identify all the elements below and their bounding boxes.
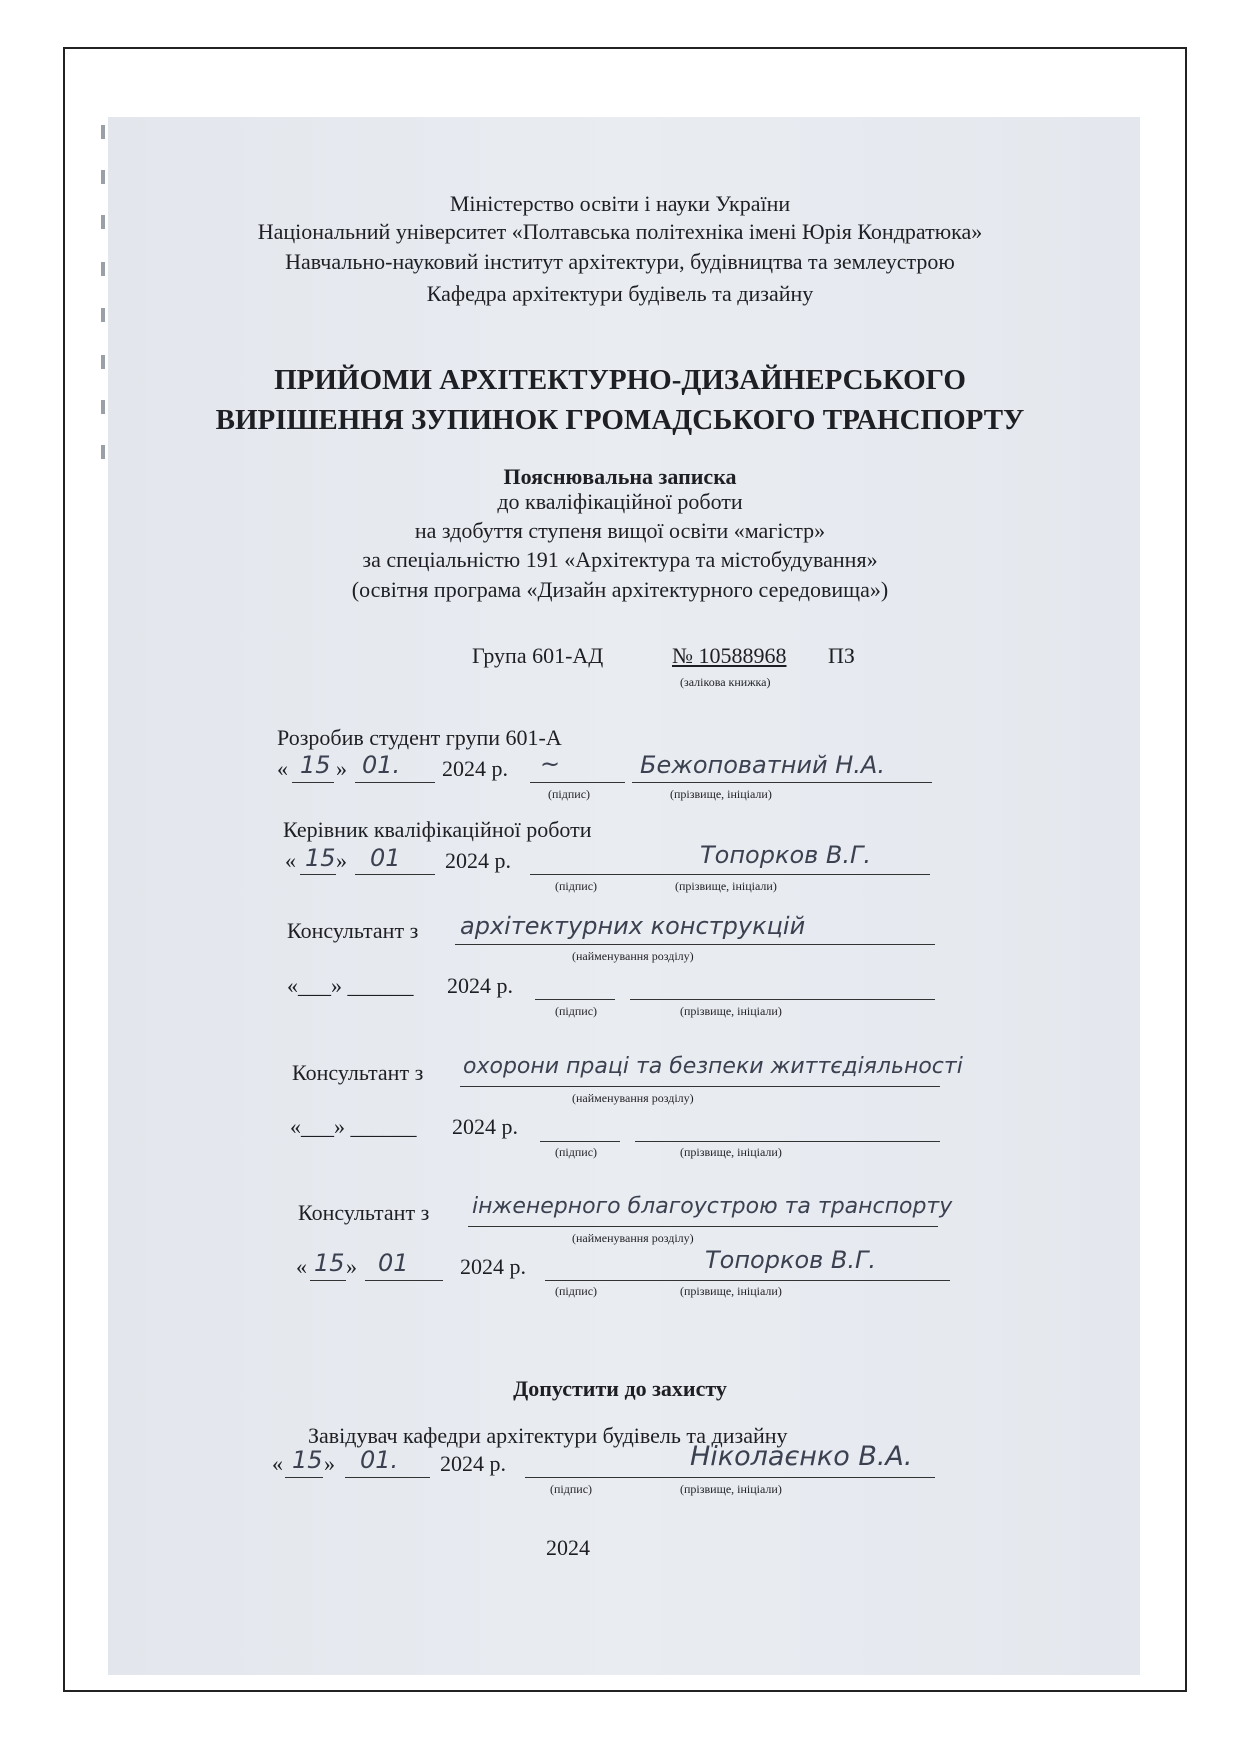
open-quote: « bbox=[277, 756, 288, 781]
signature-caption: (підпис) bbox=[555, 879, 598, 893]
supervisor-year: 2024 р. bbox=[445, 848, 511, 873]
name-caption: (прізвище, ініціали) bbox=[680, 1284, 782, 1298]
section-line bbox=[455, 944, 935, 945]
consultant-section: архітектурних конструкцій bbox=[460, 912, 806, 940]
record-book-number: № 10588968 bbox=[672, 643, 787, 668]
name-line bbox=[630, 999, 935, 1000]
section-caption: (найменування розділу) bbox=[572, 1091, 694, 1105]
ministry: Міністерство освіти і науки України bbox=[449, 191, 791, 216]
name-caption: (прізвище, ініціали) bbox=[680, 1145, 782, 1159]
subtitle-line-1: до кваліфікаційної роботи bbox=[497, 489, 743, 514]
signature-caption: (підпис) bbox=[555, 1004, 598, 1018]
section-line bbox=[468, 1226, 938, 1227]
student-name: Бежоповатний Н.А. bbox=[640, 751, 885, 779]
signature-caption: (підпис) bbox=[548, 787, 591, 801]
binder-hole bbox=[101, 125, 105, 139]
consultant-day: 15 bbox=[314, 1249, 345, 1277]
record-book-caption: (залікова книжка) bbox=[680, 675, 771, 689]
approval-month: 01. bbox=[360, 1446, 399, 1474]
student-day: 15 bbox=[300, 751, 331, 779]
student-label: Розробив студент групи 601-А bbox=[277, 725, 562, 750]
open-quote: « bbox=[272, 1451, 283, 1476]
binder-hole bbox=[101, 445, 105, 459]
subtitle-line-3: за спеціальністю 191 «Архітектура та містобудування» bbox=[362, 547, 878, 572]
approval-day: 15 bbox=[292, 1446, 323, 1474]
consultant-section: охорони праці та безпеки життєдіяльності bbox=[463, 1054, 963, 1079]
close-quote: » bbox=[324, 1451, 335, 1476]
section-caption: (найменування розділу) bbox=[572, 1231, 694, 1245]
underline bbox=[292, 782, 334, 783]
consultant-section: інженерного благоустрою та транспорту bbox=[472, 1194, 953, 1219]
name-line bbox=[632, 782, 932, 783]
head-label: Завідувач кафедри архітектури будівель та дизайну bbox=[308, 1423, 788, 1448]
open-quote: « bbox=[285, 848, 296, 873]
consultant-year: 2024 р. bbox=[447, 973, 513, 998]
name-caption: (прізвище, ініціали) bbox=[680, 1004, 782, 1018]
close-quote: » bbox=[336, 756, 347, 781]
underline bbox=[285, 1477, 323, 1478]
institute: Навчально-науковий інститут архітектури, будівництва та землеустрою bbox=[285, 249, 955, 274]
title-line-2: ВИРІШЕННЯ ЗУПИНОК ГРОМАДСЬКОГО ТРАНСПОРТУ bbox=[215, 404, 1025, 436]
underline bbox=[355, 874, 435, 875]
consultant-month: 01 bbox=[378, 1249, 409, 1277]
date-blank: «___» ______ bbox=[290, 1114, 417, 1139]
footer-year: 2024 bbox=[546, 1535, 590, 1560]
close-quote: » bbox=[346, 1254, 357, 1279]
supervisor-name: Топорков В.Г. bbox=[700, 841, 871, 869]
consultant-label: Консультант з bbox=[298, 1200, 430, 1225]
student-month: 01. bbox=[362, 751, 401, 779]
subtitle-heading: Пояснювальна записка bbox=[503, 464, 737, 489]
university: Національний університет «Полтавська політехніка імені Юрія Кондратюка» bbox=[257, 219, 983, 244]
supervisor-day: 15 bbox=[305, 844, 336, 872]
signature-line bbox=[530, 782, 625, 783]
approval-year: 2024 р. bbox=[440, 1451, 506, 1476]
close-quote: » bbox=[336, 848, 347, 873]
binder-hole bbox=[101, 170, 105, 184]
signature-name-line bbox=[525, 1477, 935, 1478]
date-blank: «___» ______ bbox=[287, 973, 414, 998]
consultant-year: 2024 р. bbox=[460, 1254, 526, 1279]
consultant-label: Консультант з bbox=[287, 918, 419, 943]
head-name: Ніколаєнко В.А. bbox=[690, 1441, 913, 1472]
department: Кафедра архітектури будівель та дизайну bbox=[426, 281, 814, 306]
student-year: 2024 р. bbox=[442, 756, 508, 781]
signature-line bbox=[535, 999, 615, 1000]
binder-hole bbox=[101, 308, 105, 322]
underline bbox=[300, 874, 336, 875]
name-caption: (прізвище, ініціали) bbox=[670, 787, 772, 801]
signature-line bbox=[540, 1141, 620, 1142]
consultant-name: Топорков В.Г. bbox=[705, 1246, 876, 1274]
open-quote: « bbox=[296, 1254, 307, 1279]
document-code: ПЗ bbox=[828, 643, 855, 668]
group-label: Група 601-АД bbox=[472, 643, 604, 668]
underline bbox=[310, 1280, 346, 1281]
section-line bbox=[460, 1086, 940, 1087]
subtitle-line-4: (освітня програма «Дизайн архітектурного середовища») bbox=[351, 577, 889, 602]
signature-caption: (підпис) bbox=[550, 1482, 593, 1496]
name-caption: (прізвище, ініціали) bbox=[675, 879, 777, 893]
signature-caption: (підпис) bbox=[555, 1284, 598, 1298]
signature-caption: (підпис) bbox=[555, 1145, 598, 1159]
consultant-label: Консультант з bbox=[292, 1060, 424, 1085]
subtitle-line-2: на здобуття ступеня вищої освіти «магістр» bbox=[414, 518, 826, 543]
section-caption: (найменування розділу) bbox=[572, 949, 694, 963]
signature-name-line bbox=[545, 1280, 950, 1281]
signature-mark: ~ bbox=[540, 750, 561, 778]
name-caption: (прізвище, ініціали) bbox=[680, 1482, 782, 1496]
underline bbox=[365, 1280, 443, 1281]
consultant-year: 2024 р. bbox=[452, 1114, 518, 1139]
underline bbox=[355, 782, 435, 783]
approval-heading: Допустити до захисту bbox=[513, 1376, 727, 1401]
underline bbox=[345, 1477, 430, 1478]
supervisor-label: Керівник кваліфікаційної роботи bbox=[283, 817, 592, 842]
name-line bbox=[635, 1141, 940, 1142]
supervisor-month: 01 bbox=[370, 844, 401, 872]
signature-name-line bbox=[530, 874, 930, 875]
title-line-1: ПРИЙОМИ АРХІТЕКТУРНО-ДИЗАЙНЕРСЬКОГО bbox=[274, 364, 966, 396]
